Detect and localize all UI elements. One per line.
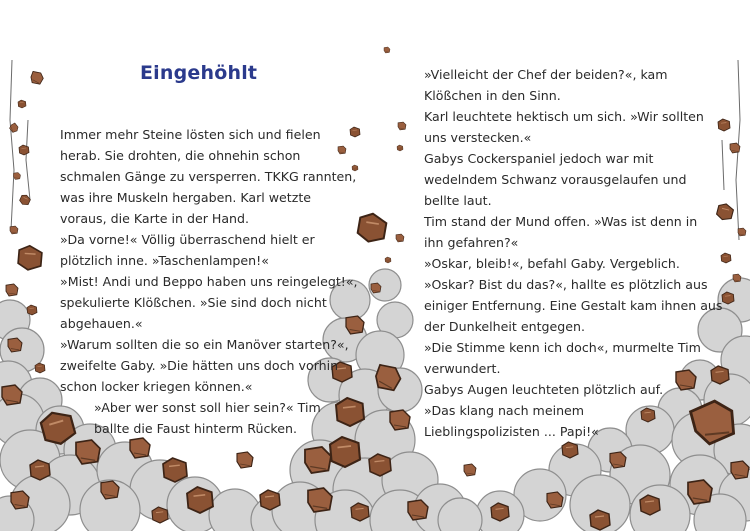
text-line: wedelndem Schwanz vorausgelaufen und <box>424 172 687 187</box>
text-line: herab. Sie drohten, die ohnehin schon <box>60 148 301 163</box>
text-line: »Die Stimme kenn ich doch«, murmelte Tim <box>424 340 701 355</box>
text-line: verwundert. <box>424 361 501 376</box>
text-line: Klößchen in den Sinn. <box>424 88 561 103</box>
text-line: der Dunkelheit entgegen. <box>424 319 585 334</box>
text-line: schmalen Gänge zu versperren. TKKG rannten, <box>60 169 357 184</box>
text-line: ballte die Faust hinterm Rücken. <box>94 421 297 436</box>
text-line: Gabys Augen leuchteten plötzlich auf. <box>424 382 664 397</box>
text-line: »Oskar, bleib!«, befahl Gaby. Vergeblich. <box>424 256 680 271</box>
text-line: »Mist! Andi und Beppo haben uns reingelegt!«, <box>60 274 358 289</box>
text-line: ihn gefahren?« <box>424 235 519 250</box>
left-text-column <box>60 124 358 439</box>
text-line: Gabys Cockerspaniel jedoch war mit <box>424 151 654 166</box>
right-text-column <box>424 64 722 442</box>
text-line: voraus, die Karte in der Hand. <box>60 211 250 226</box>
text-line: schon locker kriegen können.« <box>60 379 253 394</box>
text-line: »Oskar? Bist du das?«, hallte es plötzlich aus <box>424 277 708 292</box>
text-line: bellte laut. <box>424 193 492 208</box>
text-line: uns verstecken.« <box>424 130 532 145</box>
text-line: »Aber wer sonst soll hier sein?« Tim <box>94 400 321 415</box>
text-line: »Das klang nach meinem <box>424 403 585 418</box>
text-line: Karl leuchtete hektisch um sich. »Wir sollten <box>424 109 704 124</box>
text-line: plötzlich inne. »Taschenlampen!« <box>60 253 269 268</box>
text-line: »Vielleicht der Chef der beiden?«, kam <box>424 67 668 82</box>
text-line: einiger Entfernung. Eine Gestalt kam ihnen aus <box>424 298 723 313</box>
text-line: Immer mehr Steine lösten sich und fielen <box>60 127 321 142</box>
text-line: was ihre Muskeln hergaben. Karl wetzte <box>60 190 312 205</box>
text-line: zweifelte Gaby. »Die hätten uns doch vorhin <box>60 358 339 373</box>
text-line: »Warum sollten die so ein Manöver starten?«, <box>60 337 349 352</box>
text-line: »Da vorne!« Völlig überraschend hielt er <box>60 232 315 247</box>
text-line: Tim stand der Mund offen. »Was ist denn in <box>424 214 698 229</box>
text-line: Lieblingspolizisten ... Papi!« <box>424 424 599 439</box>
text-line: abgehauen.« <box>60 316 143 331</box>
text-line: spekulierte Klößchen. »Sie sind doch nicht <box>60 295 327 310</box>
chapter-title: Eingehöhlt <box>140 62 258 84</box>
